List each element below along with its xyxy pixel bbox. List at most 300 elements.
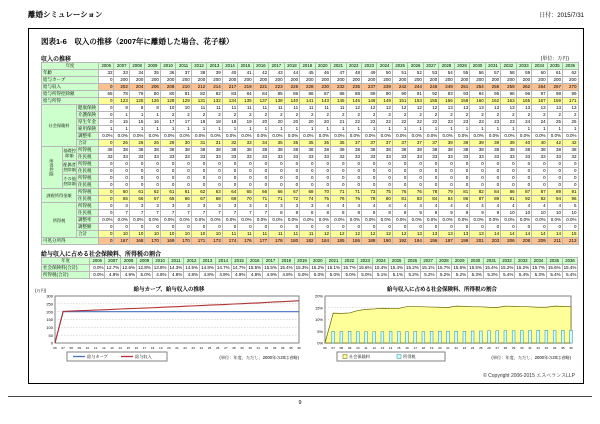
x-tick-label: 21 bbox=[175, 346, 179, 350]
value-cell: 58 bbox=[501, 70, 516, 77]
value-cell: 0 bbox=[114, 161, 129, 168]
value-cell: 13 bbox=[485, 105, 500, 112]
value-cell: 156 bbox=[439, 98, 454, 105]
value-cell: 0 bbox=[145, 175, 160, 182]
row-label: 年齢 bbox=[42, 70, 99, 77]
value-cell: 86 bbox=[501, 189, 516, 196]
value-cell: 146 bbox=[346, 98, 361, 105]
value-cell: 90 bbox=[392, 91, 407, 98]
value-cell: 47 bbox=[331, 70, 346, 77]
value-cell: 170 bbox=[176, 238, 191, 245]
value-cell: 61 bbox=[176, 189, 191, 196]
value-cell: 88 bbox=[331, 91, 346, 98]
value-cell: 38 bbox=[547, 147, 562, 154]
year-cell: 2011 bbox=[176, 63, 191, 70]
series-所得税-bar bbox=[496, 331, 499, 343]
value-cell: 15.4% bbox=[484, 265, 498, 270]
value-cell: 5 bbox=[563, 203, 578, 210]
year-cell: 2032 bbox=[501, 63, 516, 70]
value-cell: 12 bbox=[315, 231, 330, 238]
value-cell: 11 bbox=[238, 105, 253, 112]
value-cell: 33 bbox=[516, 154, 531, 161]
year-cell: 2035 bbox=[547, 63, 562, 70]
figure-title: 図表1-6 収入の推移（2007年に離婚した場合、花子様） bbox=[41, 37, 234, 46]
ratio-area-chart bbox=[307, 283, 577, 382]
value-cell: 0 bbox=[222, 182, 237, 189]
value-cell: 0.0% bbox=[253, 133, 268, 140]
value-cell: 0.0% bbox=[145, 217, 160, 224]
year-cell: 2019 bbox=[294, 258, 310, 265]
value-cell: 225 bbox=[284, 84, 299, 91]
group-label: 社会保険料 bbox=[42, 105, 77, 147]
value-cell: 11 bbox=[284, 105, 299, 112]
legend-label: 給与収入 bbox=[135, 354, 152, 360]
subgroup-label: その他控除額 bbox=[63, 175, 77, 189]
value-cell: 0 bbox=[269, 224, 284, 231]
value-cell: 0 bbox=[284, 168, 299, 175]
value-cell: 36 bbox=[160, 70, 175, 77]
value-cell: 0 bbox=[99, 238, 114, 245]
value-cell: 0 bbox=[238, 224, 253, 231]
year-cell: 2029 bbox=[454, 63, 469, 70]
value-cell: 1 bbox=[470, 126, 485, 133]
value-cell: 0 bbox=[563, 224, 578, 231]
value-cell: 62 bbox=[191, 189, 206, 196]
value-cell: 93 bbox=[439, 91, 454, 98]
value-cell: 83 bbox=[408, 196, 423, 203]
value-cell: 0 bbox=[516, 161, 531, 168]
value-cell: 7 bbox=[114, 210, 129, 217]
y-tick-label: 20% bbox=[314, 293, 323, 299]
value-cell: 22 bbox=[423, 119, 438, 126]
value-cell: 69 bbox=[222, 196, 237, 203]
value-cell: 13 bbox=[516, 105, 531, 112]
value-cell: 12 bbox=[377, 105, 392, 112]
value-cell: 33 bbox=[361, 154, 376, 161]
value-cell: 0 bbox=[176, 168, 191, 175]
value-cell: 13 bbox=[439, 105, 454, 112]
value-cell: 96 bbox=[501, 91, 516, 98]
value-cell: 4 bbox=[346, 203, 361, 210]
value-cell: 15.2% bbox=[500, 265, 514, 270]
value-cell: 4.8% bbox=[184, 272, 200, 279]
x-tick-label: 08 bbox=[339, 346, 344, 350]
value-cell: 0 bbox=[222, 224, 237, 231]
value-cell: 20 bbox=[300, 119, 315, 126]
value-cell: 4 bbox=[532, 203, 547, 210]
value-cell: 33 bbox=[160, 154, 175, 161]
x-tick-label: 07 bbox=[331, 346, 335, 350]
value-cell: 0.0% bbox=[392, 133, 407, 140]
value-cell: 170 bbox=[145, 238, 160, 245]
value-cell: 65 bbox=[238, 189, 253, 196]
value-cell: 67 bbox=[284, 189, 299, 196]
x-tick-label: 15 bbox=[126, 346, 130, 350]
x-tick-label: 14 bbox=[118, 346, 122, 350]
value-cell: 200 bbox=[532, 77, 547, 84]
value-cell: 38 bbox=[207, 147, 222, 154]
year-cell: 2022 bbox=[341, 258, 357, 265]
value-cell: 202 bbox=[114, 84, 129, 91]
value-cell: 66 bbox=[176, 196, 191, 203]
value-cell: 15.7% bbox=[342, 265, 356, 270]
row-label: 所得税 bbox=[77, 147, 99, 154]
value-cell: 8 bbox=[377, 210, 392, 217]
value-cell: 0.0% bbox=[485, 133, 500, 140]
year-cell: 2013 bbox=[207, 63, 222, 70]
value-cell: 0 bbox=[253, 168, 268, 175]
value-cell: 8 bbox=[315, 210, 330, 217]
value-cell: 0 bbox=[408, 224, 423, 231]
value-cell: 23 bbox=[439, 119, 454, 126]
value-cell: 151 bbox=[392, 98, 407, 105]
value-cell: 4.8% bbox=[278, 272, 294, 279]
value-cell: 92 bbox=[423, 91, 438, 98]
x-tick-label: 36 bbox=[297, 346, 301, 350]
value-cell: 61 bbox=[160, 189, 175, 196]
value-cell: 5.0% bbox=[357, 272, 373, 279]
value-cell: 8 bbox=[346, 210, 361, 217]
chart-note: (単位：年度、ただし、2000年の20は省略) bbox=[219, 355, 299, 360]
value-cell: 0 bbox=[99, 203, 114, 210]
value-cell: 0 bbox=[408, 175, 423, 182]
series-所得税-bar bbox=[553, 331, 556, 343]
value-cell: 79 bbox=[129, 91, 144, 98]
value-cell: 4 bbox=[470, 203, 485, 210]
series-所得税-bar bbox=[561, 330, 564, 343]
value-cell: 65 bbox=[160, 196, 175, 203]
value-cell: 81 bbox=[454, 189, 469, 196]
value-cell: 178 bbox=[269, 238, 284, 245]
value-cell: 15.5% bbox=[264, 265, 277, 270]
value-cell: 0 bbox=[377, 168, 392, 175]
row-label: 可処分所得 bbox=[42, 238, 99, 245]
value-cell: 13 bbox=[501, 105, 516, 112]
value-cell: 38 bbox=[485, 147, 500, 154]
value-cell: 0 bbox=[470, 182, 485, 189]
value-cell: 208 bbox=[160, 84, 175, 91]
value-cell: 0 bbox=[176, 182, 191, 189]
value-cell: 0.0% bbox=[145, 133, 160, 140]
value-cell: 46 bbox=[315, 70, 330, 77]
value-cell: 1 bbox=[114, 112, 129, 119]
value-cell: 0.0% bbox=[331, 217, 346, 224]
value-cell: 14 bbox=[547, 231, 562, 238]
value-cell: 0 bbox=[423, 182, 438, 189]
value-cell: 2 bbox=[238, 112, 253, 119]
value-cell: 0 bbox=[160, 175, 175, 182]
value-cell: 165 bbox=[516, 98, 531, 105]
year-cell: 2016 bbox=[247, 258, 263, 265]
year-cell: 2027 bbox=[420, 258, 436, 265]
value-cell: 0.0% bbox=[90, 272, 105, 279]
year-cell: 2032 bbox=[499, 258, 515, 265]
value-cell: 5.1% bbox=[389, 272, 405, 279]
value-cell: 88 bbox=[346, 91, 361, 98]
subgroup-label: 配偶者控除額 bbox=[63, 161, 77, 175]
series-所得税-bar bbox=[381, 332, 384, 343]
value-cell: 72 bbox=[284, 196, 299, 203]
value-cell: 0.0% bbox=[300, 133, 315, 140]
value-cell: 13 bbox=[470, 231, 485, 238]
value-cell: 66 bbox=[269, 189, 284, 196]
value-cell: 4.9% bbox=[231, 272, 247, 279]
value-cell: 5.3% bbox=[483, 272, 499, 279]
value-cell: 19 bbox=[238, 119, 253, 126]
value-cell: 0 bbox=[253, 175, 268, 182]
value-cell: 223 bbox=[269, 84, 284, 91]
value-cell: 15.4% bbox=[563, 265, 577, 270]
year-cell: 2021 bbox=[326, 258, 342, 265]
value-cell: 15 bbox=[129, 119, 144, 126]
value-cell: 38 bbox=[222, 147, 237, 154]
value-cell: 91 bbox=[408, 91, 423, 98]
value-cell: 0.0% bbox=[563, 217, 578, 224]
value-cell: 67 bbox=[145, 196, 160, 203]
value-cell: 26 bbox=[114, 140, 129, 147]
value-cell: 30 bbox=[176, 140, 191, 147]
value-cell: 0 bbox=[129, 168, 144, 175]
value-cell: 10 bbox=[207, 231, 222, 238]
value-cell: 33 bbox=[300, 154, 315, 161]
value-cell: 32 bbox=[99, 70, 114, 77]
value-cell: 0 bbox=[176, 161, 191, 168]
value-cell: 14.7% bbox=[216, 265, 230, 270]
value-cell: 33 bbox=[284, 154, 299, 161]
value-cell: 35 bbox=[269, 140, 284, 147]
value-cell: 3 bbox=[207, 203, 222, 210]
value-cell: 98 bbox=[547, 91, 562, 98]
value-cell: 200 bbox=[377, 77, 392, 84]
x-tick-label: 24 bbox=[470, 346, 475, 350]
value-cell: 0 bbox=[532, 175, 547, 182]
value-cell: 4 bbox=[439, 203, 454, 210]
value-cell: 4 bbox=[516, 203, 531, 210]
value-cell: 0.0% bbox=[377, 133, 392, 140]
value-cell: 0.0% bbox=[501, 217, 516, 224]
value-cell: 38 bbox=[160, 147, 175, 154]
value-cell: 71 bbox=[346, 189, 361, 196]
value-cell: 21 bbox=[331, 119, 346, 126]
value-cell: 0 bbox=[99, 175, 114, 182]
value-cell: 200 bbox=[331, 77, 346, 84]
x-tick-label: 17 bbox=[142, 346, 147, 350]
value-cell: 0.0% bbox=[90, 265, 105, 272]
value-cell: 62 bbox=[145, 189, 160, 196]
value-cell: 80 bbox=[160, 91, 175, 98]
value-cell: 33 bbox=[392, 154, 407, 161]
value-cell: 0 bbox=[547, 224, 562, 231]
value-cell: 0 bbox=[331, 224, 346, 231]
value-cell: 0 bbox=[238, 182, 253, 189]
value-cell: 2 bbox=[361, 112, 376, 119]
value-cell: 51 bbox=[392, 70, 407, 77]
value-cell: 0 bbox=[114, 175, 129, 182]
series-所得税-bar bbox=[570, 330, 573, 343]
value-cell: 1 bbox=[114, 126, 129, 133]
value-cell: 15.1% bbox=[327, 265, 340, 270]
value-cell: 0 bbox=[423, 168, 438, 175]
value-cell: 38 bbox=[253, 147, 268, 154]
series-所得税-bar bbox=[537, 330, 540, 343]
value-cell: 39 bbox=[207, 70, 222, 77]
value-cell: 0.0% bbox=[207, 217, 222, 224]
value-cell: 200 bbox=[315, 77, 330, 84]
value-cell: 43 bbox=[269, 70, 284, 77]
value-cell: 11 bbox=[238, 231, 253, 238]
x-tick-label: 28 bbox=[232, 346, 236, 350]
value-cell: 235 bbox=[346, 84, 361, 91]
value-cell: 2 bbox=[222, 112, 237, 119]
value-cell: 0.0% bbox=[315, 217, 330, 224]
value-cell: 5.1% bbox=[373, 272, 389, 279]
value-cell: 0 bbox=[346, 175, 361, 182]
value-cell: 125 bbox=[129, 98, 144, 105]
value-cell: 15.6% bbox=[547, 265, 561, 270]
x-tick-label: 06 bbox=[53, 346, 57, 350]
value-cell: 1 bbox=[454, 126, 469, 133]
value-cell: 15.1% bbox=[421, 265, 435, 270]
year-cell: 2007 bbox=[114, 63, 129, 70]
year-cell: 2012 bbox=[184, 258, 200, 265]
value-cell: 0 bbox=[532, 161, 547, 168]
value-cell: 0 bbox=[392, 175, 407, 182]
row-label: 給与収入 bbox=[42, 84, 99, 91]
value-cell: 20 bbox=[269, 119, 284, 126]
value-cell: 256 bbox=[485, 84, 500, 91]
value-cell: 8 bbox=[129, 105, 144, 112]
value-cell: 3 bbox=[176, 203, 191, 210]
value-cell: 33 bbox=[315, 154, 330, 161]
year-cell: 2006 bbox=[90, 258, 105, 265]
value-cell: 15.2% bbox=[406, 265, 419, 270]
value-cell: 192 bbox=[392, 238, 407, 245]
value-cell: 12 bbox=[423, 105, 438, 112]
value-cell: 0 bbox=[470, 224, 485, 231]
value-cell: 200 bbox=[300, 77, 315, 84]
value-cell: 0 bbox=[207, 224, 222, 231]
value-cell: 2 bbox=[392, 112, 407, 119]
value-cell: 0 bbox=[99, 77, 114, 84]
value-cell: 52 bbox=[408, 70, 423, 77]
value-cell: 173 bbox=[207, 238, 222, 245]
year-cell: 2035 bbox=[546, 258, 562, 265]
year-cell: 2015 bbox=[238, 63, 253, 70]
x-tick-label: 28 bbox=[503, 346, 508, 350]
value-cell: 0 bbox=[439, 182, 454, 189]
value-cell: 25 bbox=[563, 119, 578, 126]
value-cell: 15.7% bbox=[532, 265, 545, 270]
value-cell: 33 bbox=[269, 154, 284, 161]
value-cell: 56 bbox=[470, 70, 485, 77]
value-cell: 22 bbox=[346, 119, 361, 126]
value-cell: 12 bbox=[392, 105, 407, 112]
value-cell: 38 bbox=[269, 147, 284, 154]
series-所得税-bar bbox=[356, 332, 359, 343]
series-所得税-bar bbox=[397, 331, 400, 343]
value-cell: 80 bbox=[377, 196, 392, 203]
subgroup-label: 基礎控除額 bbox=[63, 147, 77, 161]
year-cell: 2014 bbox=[222, 63, 237, 70]
value-cell: 0 bbox=[160, 161, 175, 168]
value-cell: 162 bbox=[485, 98, 500, 105]
value-cell: 38 bbox=[563, 147, 578, 154]
value-cell: 3 bbox=[284, 203, 299, 210]
value-cell: 33 bbox=[532, 154, 547, 161]
value-cell: 83 bbox=[222, 91, 237, 98]
value-cell: 0 bbox=[269, 161, 284, 168]
income-table bbox=[41, 62, 579, 245]
value-cell: 33 bbox=[377, 154, 392, 161]
value-cell: 13 bbox=[470, 105, 485, 112]
value-cell: 12 bbox=[392, 231, 407, 238]
value-cell: 1 bbox=[176, 126, 191, 133]
value-cell: 2 bbox=[423, 112, 438, 119]
series-所得税-bar bbox=[414, 331, 417, 343]
value-cell: 0 bbox=[501, 168, 516, 175]
value-cell: 200 bbox=[129, 77, 144, 84]
value-cell: 0 bbox=[501, 161, 516, 168]
value-cell: 219 bbox=[238, 84, 253, 91]
value-cell: 200 bbox=[408, 77, 423, 84]
year-cell: 2014 bbox=[215, 258, 231, 265]
value-cell: 1 bbox=[501, 126, 516, 133]
value-cell: 35 bbox=[315, 140, 330, 147]
value-cell: 0.0% bbox=[222, 217, 237, 224]
value-cell: 9 bbox=[392, 210, 407, 217]
value-cell: 2 bbox=[160, 112, 175, 119]
value-cell: 38 bbox=[284, 147, 299, 154]
series-所得税-bar bbox=[479, 331, 482, 343]
value-cell: 200 bbox=[160, 77, 175, 84]
value-cell: 0 bbox=[191, 175, 206, 182]
value-cell: 5.0% bbox=[326, 272, 342, 279]
value-cell: 0 bbox=[346, 224, 361, 231]
year-cell: 2022 bbox=[346, 63, 361, 70]
value-cell: 0 bbox=[191, 161, 206, 168]
value-cell: 0 bbox=[470, 168, 485, 175]
value-cell: 0 bbox=[516, 168, 531, 175]
value-cell: 62 bbox=[563, 70, 578, 77]
value-cell: 0 bbox=[392, 182, 407, 189]
year-cell: 2025 bbox=[389, 258, 405, 265]
value-cell: 34 bbox=[253, 140, 268, 147]
value-cell: 196 bbox=[423, 238, 438, 245]
value-cell: 0 bbox=[485, 182, 500, 189]
value-cell: 0 bbox=[439, 161, 454, 168]
value-cell: 2 bbox=[547, 112, 562, 119]
value-cell: 262 bbox=[516, 84, 531, 91]
year-cell: 2006 bbox=[99, 63, 114, 70]
value-cell: 5.4% bbox=[546, 272, 562, 279]
value-cell: 94 bbox=[547, 196, 562, 203]
value-cell: 0 bbox=[99, 210, 114, 217]
value-cell: 0 bbox=[253, 224, 268, 231]
value-cell: 38 bbox=[423, 147, 438, 154]
value-cell: 90 bbox=[377, 91, 392, 98]
x-tick-label: 20 bbox=[167, 346, 171, 350]
value-cell: 1 bbox=[284, 126, 299, 133]
value-cell: 210 bbox=[176, 84, 191, 91]
value-cell: 0 bbox=[176, 175, 191, 182]
value-cell: 8 bbox=[269, 210, 284, 217]
value-cell: 92 bbox=[532, 196, 547, 203]
value-cell: 128 bbox=[160, 98, 175, 105]
x-tick-label: 36 bbox=[569, 346, 573, 350]
row-label: 社会保険料(合計) bbox=[42, 265, 90, 272]
value-cell: 38 bbox=[392, 147, 407, 154]
value-cell: 35 bbox=[145, 70, 160, 77]
